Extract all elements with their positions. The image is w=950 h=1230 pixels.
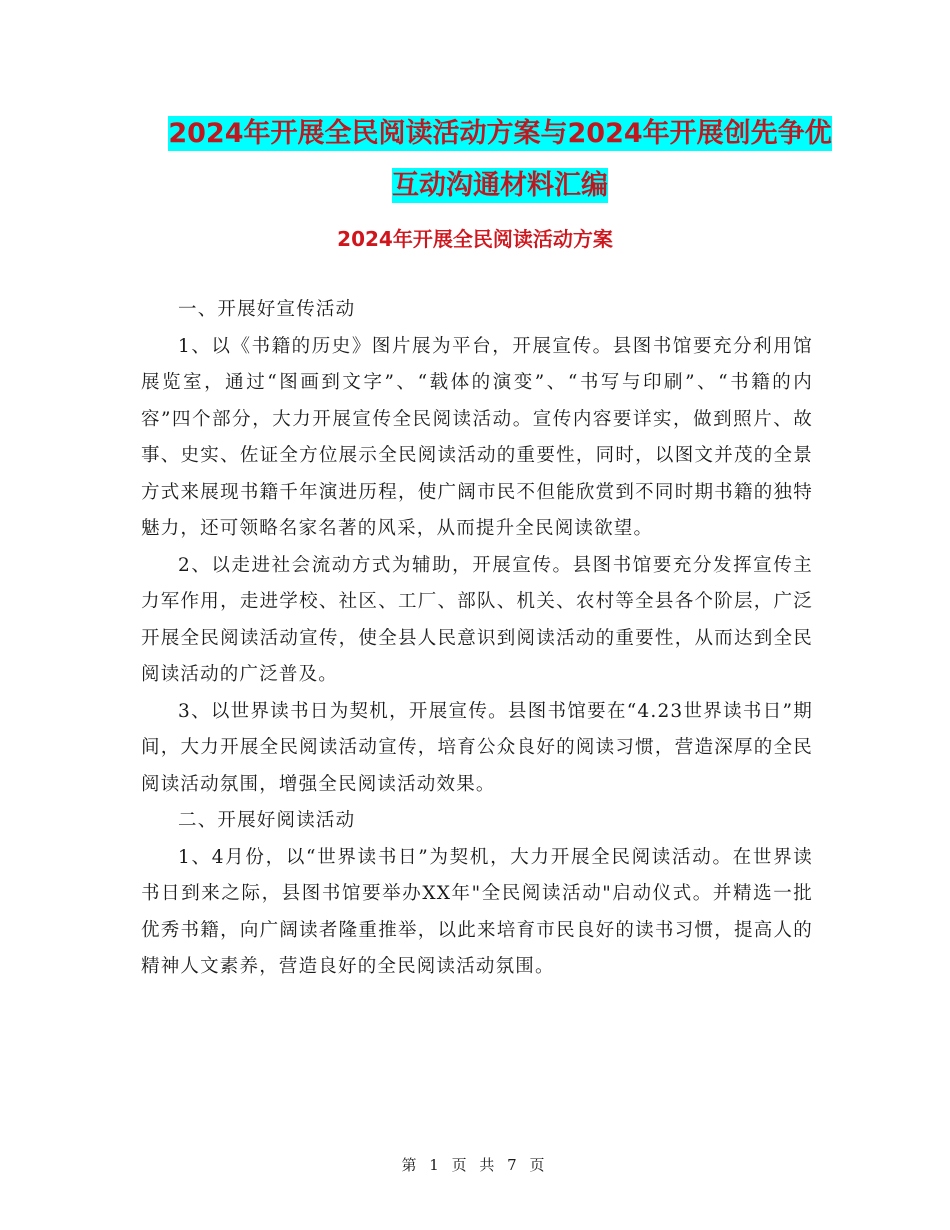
document-body <box>141 292 813 986</box>
paragraph: 1、以《书籍的历史》图片展为平台，开展宣传。县图书馆要充分利用馆展览室，通过“图画到文字”、“载体的演变”、“书写与印刷”、“书籍的内容”四个部分，大力开展宣传全民阅读活动。宣传内容要详实，做到照片、故事、史实、佐证全方位展示全民阅读活动的重要性，同时，以图文并茂的全景方式来展现书籍千年演进历程，使广阔市民不但能欣赏到不同时期书籍的独特魅力，还可领略名家名著的风采，从而提升全民阅读欲望。 <box>141 335 813 539</box>
paragraph: 2、以走进社会流动方式为辅助，开展宣传。县图书馆要充分发挥宣传主力军作用，走进学校、社区、工厂、部队、机关、农村等全县各个阶层，广泛开展全民阅读活动宣传，使全县人民意识到阅读活动的重要性，从而达到全民阅读活动的广泛普及。 <box>141 554 813 685</box>
paragraph: 3、以世界读书日为契机，开展宣传。县图书馆要在“4.23世界读书日”期间，大力开展全民阅读活动宣传，培育公众良好的阅读习惯，营造深厚的全民阅读活动氛围，增强全民阅读活动效果。 <box>141 700 813 795</box>
heading-reading: 二、开展好阅读活动 <box>178 810 356 831</box>
document-title <box>120 108 880 212</box>
section-title: 2024年开展全民阅读活动方案 <box>337 227 613 251</box>
document-title-line-2: 互动沟通材料汇编 <box>392 170 608 201</box>
heading-publicity: 一、开展好宣传活动 <box>178 299 356 320</box>
document-title-line-1: 2024年开展全民阅读活动方案与2024年开展创先争优 <box>168 118 832 149</box>
page-footer: 第 1 页 共 7 页 <box>401 1156 549 1174</box>
paragraph: 1、4月份，以“世界读书日”为契机，大力开展全民阅读活动。在世界读书日到来之际，县图书馆要举办XX年"全民阅读活动"启动仪式。并精选一批优秀书籍，向广阔读者隆重推举，以此来培育市民良好的读书习惯，提高人的精神人文素养，营造良好的全民阅读活动氛围。 <box>141 846 813 977</box>
